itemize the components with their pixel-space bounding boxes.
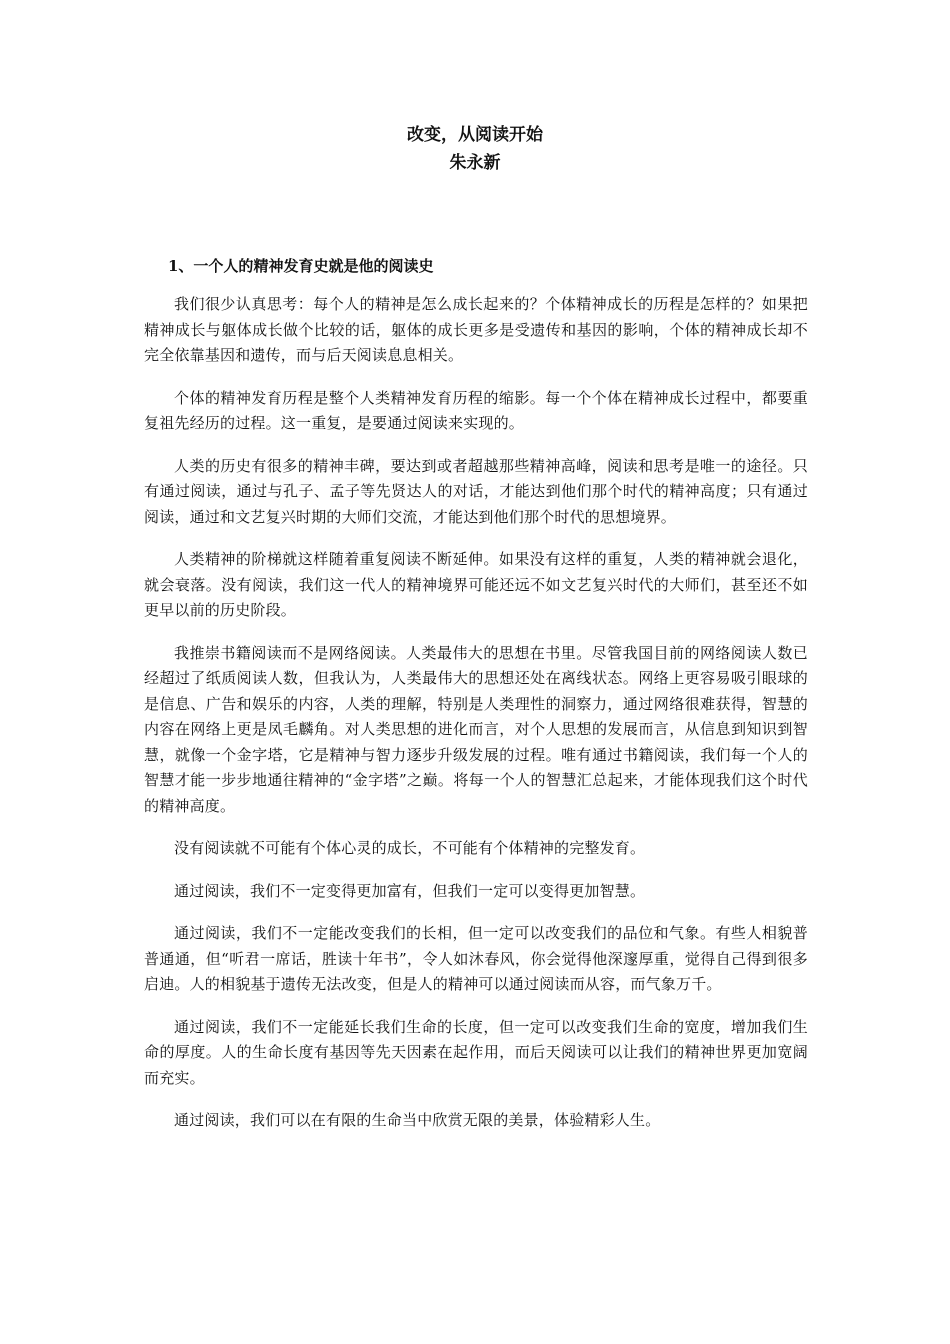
section-heading: 1、一个人的精神发育史就是他的阅读史: [168, 257, 434, 275]
paragraph-7: 通过阅读，我们不一定变得更加富有，但我们一定可以变得更加智慧。: [174, 881, 646, 900]
paragraph-10: 通过阅读，我们可以在有限的生命当中欣赏无限的美景，体验精彩人生。: [174, 1111, 661, 1129]
article-body: [144, 292, 808, 1151]
paragraph-6: 没有阅读就不可能有个体心灵的成长，不可能有个体精神的完整发育。: [174, 839, 646, 857]
paragraph-9: 通过阅读，我们不一定能延长我们生命的长度，但一定可以改变我们生命的宽度，增加我们生命的厚度。人的生命长度有基因等先天因素在起作用，而后天阅读可以让我们的精神世界更加宽阔而充实。: [144, 1017, 808, 1087]
paragraph-5: 我推崇书籍阅读而不是网络阅读。人类最伟大的思想在书里。尽管我国目前的网络阅读人数已经超过了纸质阅读人数，但我认为，人类最伟大的思想还处在离线状态。网络上更容易吸引眼球的是信息、广告和娱乐的内容，人类的理解，特别是人类理性的洞察力，通过网络很难获得，智慧的内容在网络上更是凤毛麟角。对人类思想的进化而言，对个人思想的发展而言，从信息到知识到智慧，就像一个金字塔，它是精神与智力逐步升级发展的过程。唯有通过书籍阅读，我们每一个人的智慧才能一步步地通往精神的“金字塔”之巅。将每一个人的智慧汇总起来，才能体现我们这个时代的精神高度。: [144, 643, 808, 815]
page-title: 改变，从阅读开始: [407, 125, 543, 145]
paragraph-1: 我们很少认真思考：每个人的精神是怎么成长起来的？个体精神成长的历程是怎样的？如果把精神成长与躯体成长做个比较的话，躯体的成长更多是受遗传和基因的影响，个体的精神成长却不完全依靠基因和遗传，而与后天阅读息息相关。: [144, 295, 808, 364]
paragraph-4: 人类精神的阶梯就这样随着重复阅读不断延伸。如果没有这样的重复，人类的精神就会退化，就会衰落。没有阅读，我们这一代人的精神境界可能还远不如文艺复兴时代的大师们，甚至还不如更早以前的历史阶段。: [144, 550, 808, 619]
paragraph-3: 人类的历史有很多的精神丰碑，要达到或者超越那些精神高峰，阅读和思考是唯一的途径。只有通过阅读，通过与孔子、孟子等先贤达人的对话，才能达到他们那个时代的精神高度；只有通过阅读，通过和文艺复兴时期的大师们交流，才能达到他们那个时代的思想境界。: [144, 456, 808, 526]
paragraph-2: 个体的精神发育历程是整个人类精神发育历程的缩影。每一个个体在精神成长过程中，都要重复祖先经历的过程。这一重复，是要通过阅读来实现的。: [144, 388, 808, 432]
author-name: 朱永新: [449, 153, 501, 173]
paragraph-8: 通过阅读，我们不一定能改变我们的长相，但一定可以改变我们的品位和气象。有些人相貌普普通通，但“听君一席话，胜读十年书”，令人如沐春风，你会觉得他深邃厚重，觉得自己得到很多启迪。人的相貌基于遗传无法改变，但是人的精神可以通过阅读而从容，而气象万千。: [144, 924, 808, 993]
